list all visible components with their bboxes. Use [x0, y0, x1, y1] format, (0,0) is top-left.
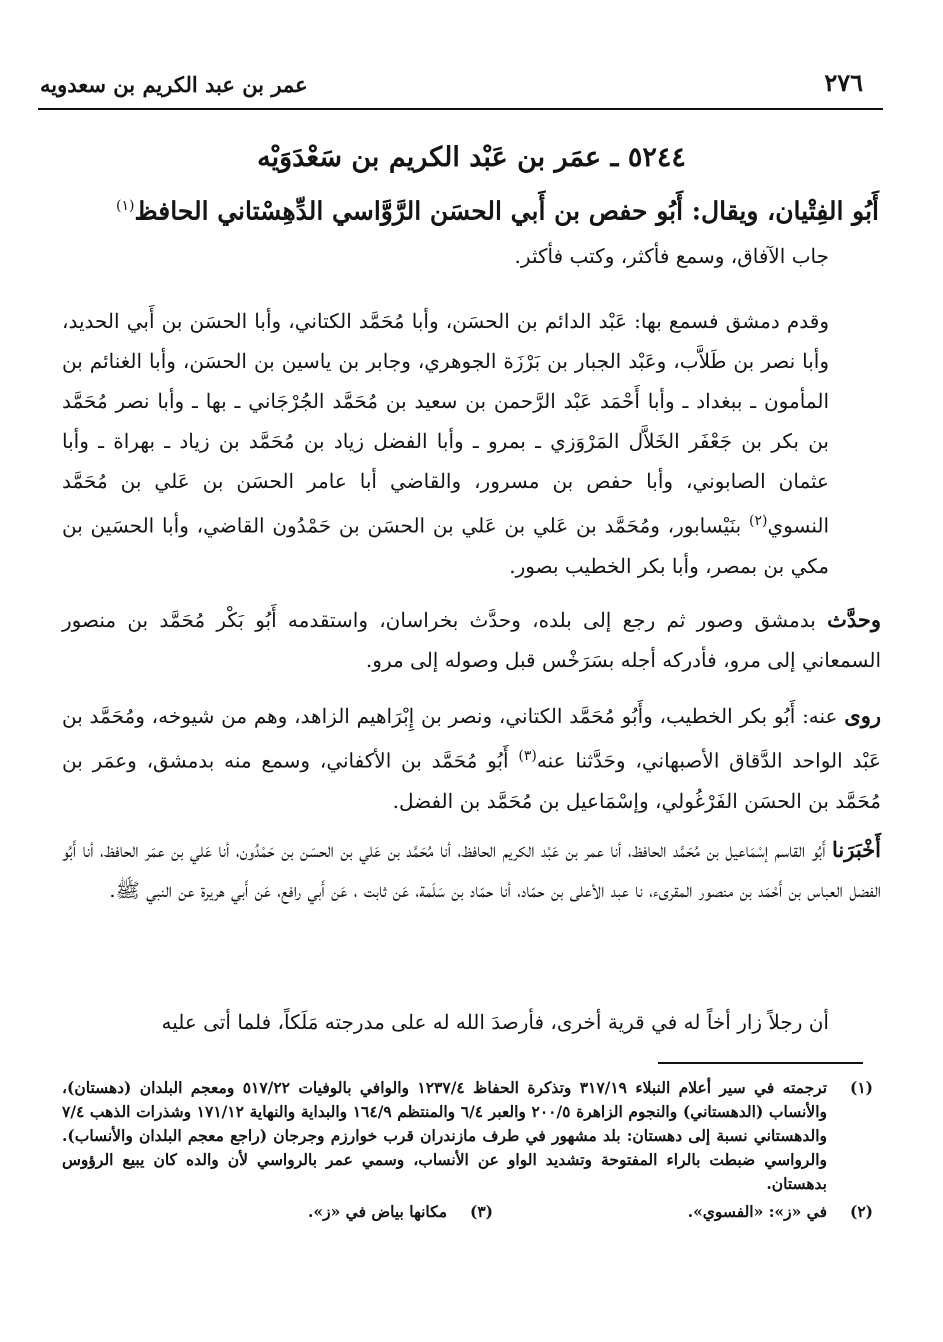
paragraph-5-lead: أَخْبَرَنا — [832, 837, 881, 862]
paragraph-3 — [62, 600, 881, 680]
entry-subtitle-text: أَبُو الفِتْيان، ويقال: أَبُو حفص بن أَبي الحسَن الرَّوَّاسي الدِّهِسْتاني الحافظ — [134, 196, 879, 226]
paragraph-3-text: بدمشق وصور ثم رجع إلى بلده، وحدَّث بخراسان، واستقدمه أَبُو بَكْر مُحَمَّد بن منصور السمعاني إلى مرو، فأدركه أجله بسَرَخْس قبل وصوله إلى مرو. — [62, 608, 881, 672]
footnote-1 — [62, 1076, 873, 1196]
footnote-1-text: ترجمته في سير أعلام النبلاء ٣١٧/١٩ وتذكرة الحفاظ ١٢٣٧/٤ والوافي بالوفيات ٥١٧/٢٢ ومعجم البلدان (دهستان)، والأنساب (الدهستاني) والنجوم الزاهرة ٢٠٠/٥ والعبر ٦/٤ والمنتظم ١٦٤/٩ والبداية والنهاية ١٧١/١٢ وشذرات الذهب ٧/٤ والدهستاني نسبة إلى دهستان: بلد مشهور في طرف مازندران قرب خوارزم وجرجان (راجع معجم البلدان والأنساب). والرواسي ضبطت بالراء المفتوحة وتشديد الواو عن الأنساب، وسمي عمر بالرواسي لأن والده كان يبيع الرؤوس بدهستان. — [62, 1078, 828, 1193]
paragraph-5 — [62, 830, 881, 910]
footnote-ref-1: (١) — [116, 198, 135, 214]
paragraph-2 — [62, 301, 881, 586]
entry-title: ٥٢٤٤ ـ عمَر بن عَبْد الكريم بن سَعْدَوَيْه — [257, 142, 686, 173]
footnote-3 — [308, 1200, 493, 1224]
header-rule — [38, 108, 883, 110]
paragraph-5-text: أَبُو القاسم إسْمَاعيل بن مُحَمَّد الحافظ، أنا عمر بن عَبْد الكريم الحافظ، أنا مُحَمَّد بن عَلي بن الحسَن بن حَمْدُون، أنا عَلي بن عمَر الحافظ، أنا أَبُو الفضل العباس بن أَحْمَد بن منصور المقرىء، نا عبد الأعلى بن حمّاد، أنا حمّاد بن سَلَمة، عَن ثابت ، عَن أَبي رافع، عَن أَبي هريرة عن النبي ﷺ. — [62, 838, 881, 902]
footnote-2-number: (٢) — [849, 1202, 873, 1221]
footnote-1-number: (١) — [849, 1078, 873, 1097]
footnote-2-text: في «ز»: «الفسوي». — [687, 1202, 827, 1221]
footnote-ref-2: (٢) — [749, 513, 768, 529]
footnote-ref-3: (٣) — [518, 748, 537, 764]
footnotes — [62, 1076, 873, 1228]
footnote-2 — [688, 1200, 873, 1224]
footnote-row-2-3 — [62, 1200, 873, 1228]
paragraph-4 — [62, 696, 881, 821]
paragraph-1: جاب الآفاق، وسمع فأكثر، وكتب فأكثر. — [514, 244, 829, 268]
running-head: عمر بن عبد الكريم بن سعدويه — [40, 72, 308, 97]
paragraph-6: أن رجلاً زار أخاً له في قرية أخرى، فأرصدَ الله له على مدرجته مَلَكاً، فلما أتى عليه — [161, 1010, 829, 1034]
page-number: ٢٧٦ — [824, 68, 863, 97]
paragraph-4-text-b: أَبُو مُحَمَّد بن الأكفاني، وسمع منه بدمشق، وعمَر بن مُحَمَّد بن الحسَن الفَرْغُولي، وإسْمَاعيل بن مُحَمَّد بن الفضل. — [62, 748, 881, 813]
footnote-3-number: (٣) — [469, 1202, 493, 1221]
page-header — [40, 66, 863, 106]
paragraph-2-text-a: وقدم دمشق فسمع بها: عَبْد الدائم بن الحسَن، وأبا مُحَمَّد الكتاني، وأبا الحسَن بن أَبي الحديد، وأبا نصر بن طَلاَّب، وعَبْد الجبار بن بَرْزَة الجوهري، وجابر بن ياسين بن الحسَن، وأبا الغنائم بن المأمون ـ ببغداد ـ وأبا أَحْمَد عَبْد الرَّحمن بن سعيد بن مُحَمَّد الجُرْجَاني ـ بها ـ وأبا نصر مُحَمَّد بن بكر بن جَعْفَر الخَلاَّل المَرْوَزي ـ بمرو ـ وأبا الفضل زياد بن مُحَمَّد بن زياد ـ بهراة ـ وأبا عثمان الصابوني، وأبا حفص بن مسرور، والقاضي أبا عامر الحسَن بن عَلي بن مُحَمَّد النسوي — [62, 309, 830, 538]
paragraph-3-lead: وحدَّث — [827, 607, 881, 632]
paragraph-4-text-a: عنه: أَبُو بكر الخطيب، وأَبُو مُحَمَّد الكتاني، ونصر بن إِبْرَاهيم الزاهد، وهم من شيوخه، ومُحَمَّد بن عَبْد الواحد الدَّقاق الأصبهاني، وحَدَّثنا عنه — [62, 704, 881, 773]
entry-subtitle — [40, 186, 879, 231]
paragraph-4-lead: روى — [844, 703, 881, 728]
paragraph-2-text-b: بنَيْسابور، ومُحَمَّد بن عَلي بن عَلي بن الحسَن بن حَمْدُون القاضي، وأبا الحسَين بن مكي بن بمصر، وأبا بكر الخطيب بصور. — [62, 513, 829, 578]
footnote-3-text: مكانها بياض في «ز». — [308, 1202, 447, 1221]
footnote-rule — [658, 1062, 863, 1064]
